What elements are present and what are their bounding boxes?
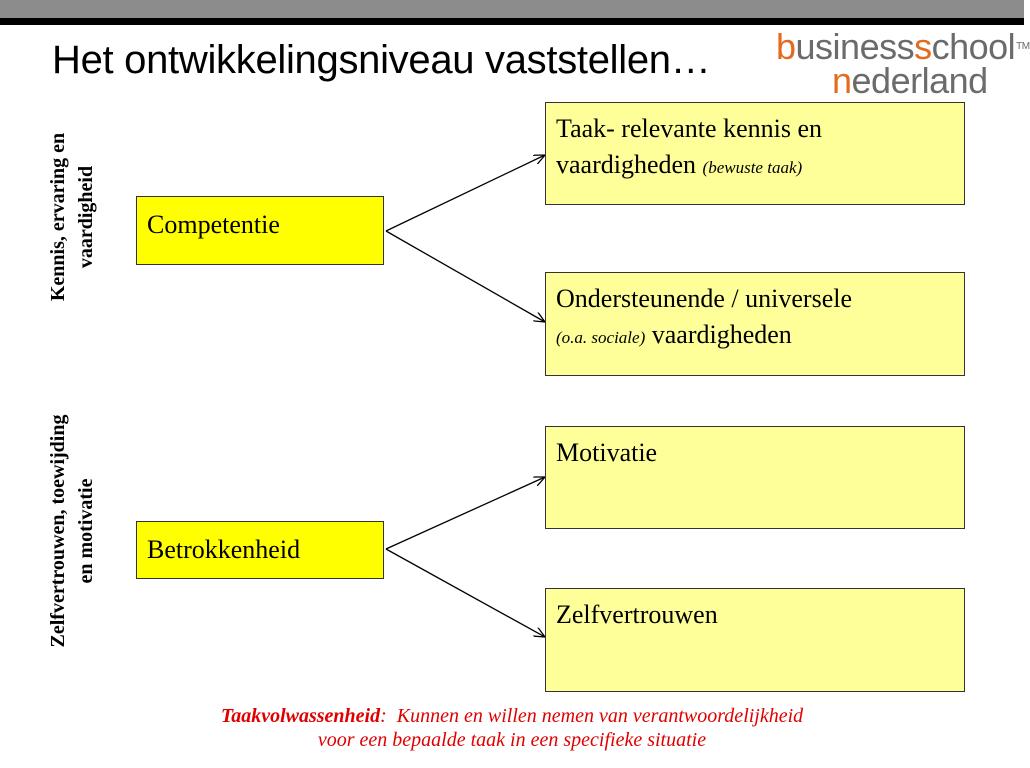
arrow-competentie-to-ondersteunende	[386, 231, 545, 322]
logo-letter-n: n	[832, 60, 852, 101]
logo-text-ederland: ederland	[851, 60, 988, 101]
ondersteunende-box	[545, 272, 965, 376]
arrow-competentie-to-taak	[386, 155, 545, 231]
competentie-label: Competentie	[147, 210, 280, 239]
footer-line-2: voor een bepaalde taak in een specifieke situatie	[317, 729, 707, 751]
footer-colon: :	[380, 705, 387, 727]
arrow-betrokkenheid-to-zelfvertrouwen	[386, 549, 545, 637]
logo-text-chool: chool	[931, 26, 1016, 67]
footer-line-1	[0, 704, 1024, 728]
arrow-betrokkenheid-to-motivatie	[386, 477, 545, 549]
ondersteunende-note: (o.a. sociale)	[556, 328, 646, 347]
zelfvertrouwen-box	[545, 588, 965, 692]
side-label-zelfvertrouwen-line1: Zelfvertrouwen, toewijding	[47, 414, 69, 648]
side-label-zelfvertrouwen-line2: en motivatie	[75, 478, 97, 584]
side-label-kennis-line1: Kennis, ervaring en	[47, 132, 69, 302]
taak-relevante-label: Taak- relevante kennis en vaardigheden	[556, 114, 822, 179]
betrokkenheid-label: Betrokkenheid	[147, 535, 301, 564]
side-label-kennis-line2: vaardigheid	[75, 165, 97, 269]
ondersteunende-label: Ondersteunende / universele	[556, 284, 853, 313]
slide-title: Het ontwikkelingsniveau vaststellen…	[52, 38, 711, 82]
ondersteunende-tail: vaardigheden	[651, 320, 792, 349]
taak-relevante-note: (bewuste taak)	[702, 158, 803, 177]
footer-line-1-text: Kunnen en willen nemen van verantwoordelijkheid	[396, 705, 804, 727]
motivatie-box	[545, 426, 965, 529]
taak-relevante-box	[545, 102, 965, 205]
footer-term: Taakvolwassenheid	[220, 705, 381, 727]
logo-letter-s: s	[914, 26, 932, 67]
competentie-box	[136, 196, 384, 265]
logo-trademark: TM	[1016, 41, 1030, 52]
betrokkenheid-box	[136, 521, 384, 579]
ondersteunende-line2	[556, 317, 954, 356]
footer-definition	[0, 704, 1024, 752]
logo-text-usiness: usiness	[795, 26, 915, 67]
logo-letter-b: b	[776, 26, 796, 67]
zelfvertrouwen-label: Zelfvertrouwen	[556, 600, 718, 629]
motivatie-label: Motivatie	[556, 438, 658, 467]
